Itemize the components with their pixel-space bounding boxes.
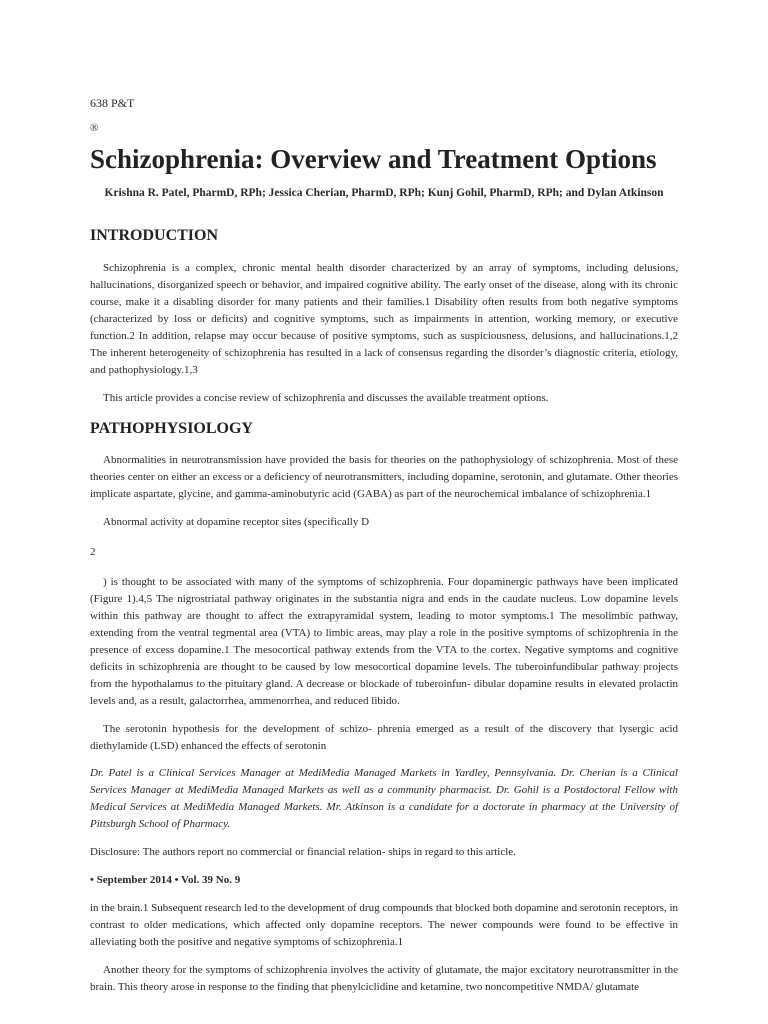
continuation-paragraph-1: in the brain.1 Subsequent research led to the development of drug compounds that blocked both dopamine and serotonin receptors, in contrast to older medications, which affected only dopamine receptors. The newer compounds were found to be effective in alleviating both the positive and negative symptoms of schizophrenia.1	[90, 902, 678, 948]
pathophysiology-heading: PATHOPHYSIOLOGY	[90, 420, 253, 437]
pathophysiology-paragraph-2: Abnormal activity at dopamine receptor sites (specifically D	[103, 516, 370, 528]
article-body	[90, 226, 678, 996]
registered-mark: ®	[90, 122, 99, 134]
pathophysiology-paragraph-4: The serotonin hypothesis for the development of schizo- phrenia emerged as a result of the discovery that lysergic acid diethylamide (LSD) enhanced the effects of serotonin	[90, 723, 678, 752]
introduction-paragraph-2: This article provides a concise review of schizophrenia and discusses the available treatment options.	[103, 392, 549, 404]
introduction-paragraph-1: Schizophrenia is a complex, chronic mental health disorder characterized by an array of symptoms, including delusions, hallucinations, disorganized speech or behavior, and impaired cognitive ability. The early onset of the disease, along with its chronic course, make it a disabling disorder for many patients and their families.1 Disability often results from both negative symptoms (characterized by loss or deficits) and cognitive symptoms, such as impairments in attention, working memory, or executive function.2 In addition, relapse may occur because of positive symptoms, such as suspiciousness, delusions, and hallucinations.1,2 The inherent heterogeneity of schizophrenia has resulted in a lack of consensus regarding the disorder’s diagnostic criteria, etiology, and pathophysiology.1,3	[90, 262, 678, 376]
author-affiliations: Dr. Patel is a Clinical Services Manager at MediMedia Managed Markets in Yardley, Pennsylvania. Dr. Cherian is a Clinical Services Manager at MediMedia Managed Markets as well as a community pharmacist. Dr. Gohil is a Postdoctoral Fellow with Medical Services at MediMedia Managed Markets. Mr. Atkinson is a candidate for a doctorate in pharmacy at the University of Pittsburgh School of Pharmacy.	[90, 767, 678, 830]
issue-line: • September 2014 • Vol. 39 No. 9	[90, 874, 241, 886]
pathophysiology-paragraph-1: Abnormalities in neurotransmission have provided the basis for theories on the pathophysiology of schizophrenia. Most of these theories center on either an excess or a deficiency of neurotransmitters, including dopamine, serotonin, and glutamate. Other theories implicate aspartate, glycine, and gamma-aminobutyric acid (GABA) as part of the neurochemical imbalance of schizophrenia.1	[90, 454, 678, 500]
author-list: Krishna R. Patel, PharmD, RPh; Jessica Cherian, PharmD, RPh; Kunj Gohil, PharmD, RPh; and Dylan Atkinson	[104, 187, 664, 199]
pathophysiology-paragraph-3: ) is thought to be associated with many of the symptoms of schizophrenia. Four dopaminergic pathways have been implicated (Figure 1).4,5 The nigrostriatal pathway originates in the substantia nigra and ends in the caudate nucleus. Low dopamine levels within this pathway are thought to affect the extrapyramidal system, leading to motor symptoms.1 The mesolimbic pathway, extending from the ventral tegmental area (VTA) to limbic areas, may play a role in the positive symptoms of schizophrenia in the presence of excess dopamine.1 The mesocortical pathway extends from the VTA to the cortex. Negative symptoms and cognitive deficits in schizophrenia are thought to be caused by low mesocortical dopamine levels. The tuberoinfundibular pathway projects from the hypothalamus to the pituitary gland. A decrease or blockade of tuberoinfun- dibular dopamine results in elevated prolactin levels and, as a result, galactorrhea, ammenorrhea, and reduced libido.	[90, 576, 678, 707]
introduction-heading: INTRODUCTION	[90, 227, 219, 244]
disclosure-note: Disclosure: The authors report no commercial or financial relation- ships in regard to this article.	[90, 846, 516, 858]
dopamine-subscript: 2	[90, 546, 96, 558]
journal-masthead: 638 P&T	[90, 96, 135, 110]
article-title: Schizophrenia: Overview and Treatment Options	[90, 144, 657, 174]
continuation-paragraph-2: Another theory for the symptoms of schizophrenia involves the activity of glutamate, the major excitatory neurotransmitter in the brain. This theory arose in response to the finding that phenylciclidine and ketamine, two noncompetitive NMDA/ glutamate	[90, 964, 678, 993]
